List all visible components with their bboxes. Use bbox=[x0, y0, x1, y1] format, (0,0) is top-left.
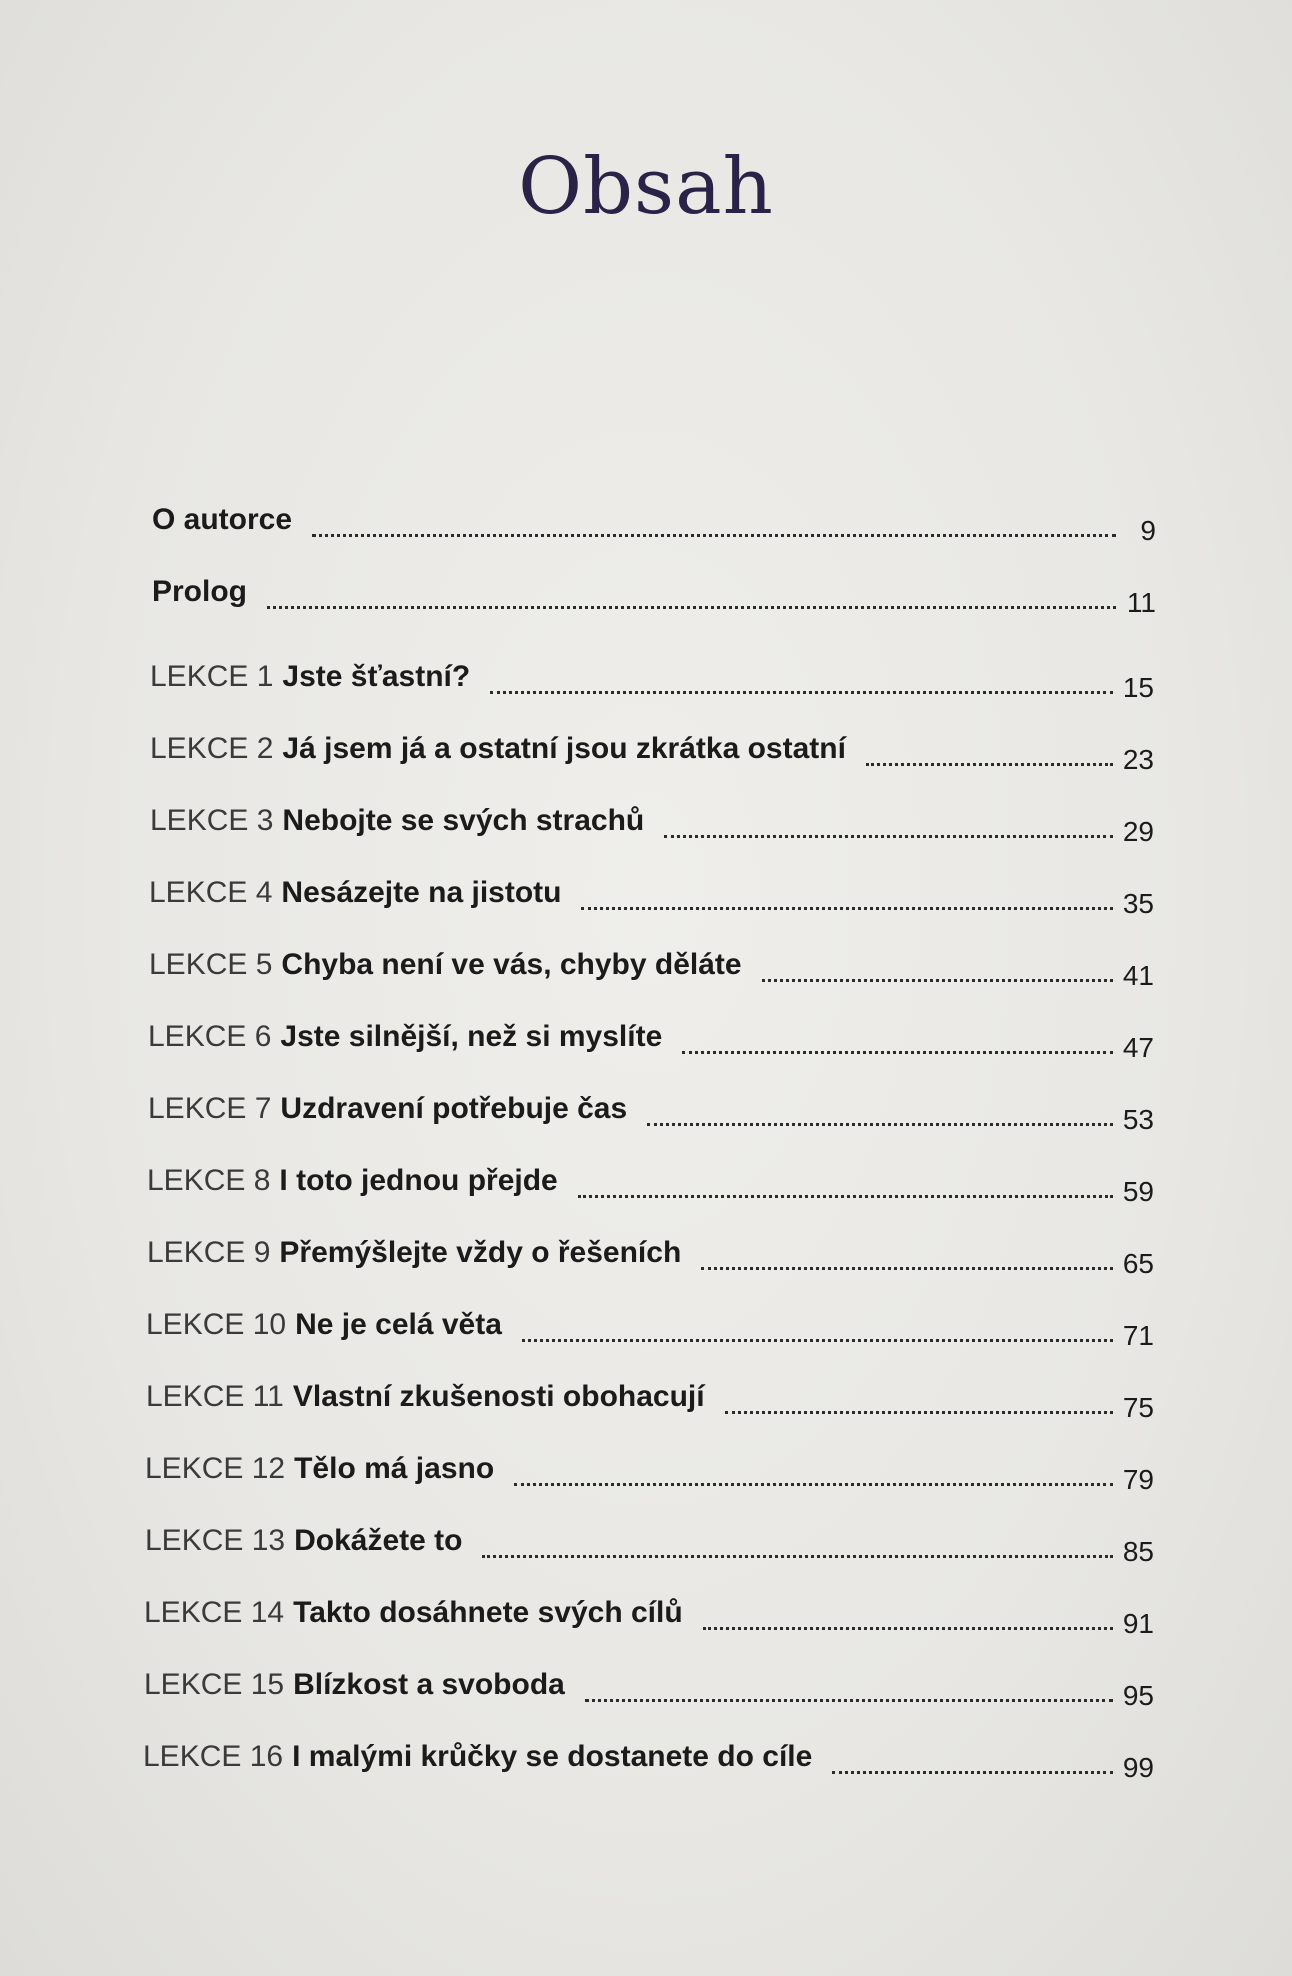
dot-leader bbox=[490, 691, 1113, 694]
toc-entry bbox=[148, 1084, 1154, 1134]
entry-heading: Blízkost a svoboda bbox=[293, 1668, 565, 1701]
page-number: 35 bbox=[1122, 888, 1154, 919]
entry-heading: I malými krůčky se dostanete do cíle bbox=[292, 1740, 813, 1773]
entry-heading: Nebojte se svých strachů bbox=[282, 804, 645, 837]
dot-leader bbox=[312, 534, 1116, 537]
entry-heading: O autorce bbox=[152, 503, 293, 536]
lesson-number: LEKCE 7 bbox=[148, 1092, 272, 1125]
entry-heading: Prolog bbox=[152, 575, 247, 608]
lesson-number: LEKCE 16 bbox=[143, 1740, 284, 1773]
entry-heading: Uzdravení potřebuje čas bbox=[280, 1092, 628, 1125]
lesson-number: LEKCE 12 bbox=[145, 1452, 286, 1485]
toc-entry bbox=[144, 1660, 1154, 1710]
toc-entry bbox=[152, 567, 1156, 617]
toc-entry bbox=[150, 652, 1154, 702]
lesson-number: LEKCE 1 bbox=[150, 660, 274, 693]
page-number: 71 bbox=[1122, 1320, 1154, 1351]
entry-heading: Vlastní zkušenosti obohacují bbox=[292, 1380, 705, 1413]
page-number: 11 bbox=[1126, 587, 1156, 618]
entry-heading: Tělo má jasno bbox=[294, 1452, 495, 1485]
dot-leader bbox=[701, 1267, 1113, 1270]
toc-entry bbox=[145, 1516, 1154, 1566]
entry-heading: Nesázejte na jistotu bbox=[281, 876, 562, 909]
toc-entry bbox=[147, 1156, 1154, 1206]
lesson-number: LEKCE 14 bbox=[144, 1596, 285, 1629]
page-number: 75 bbox=[1122, 1392, 1154, 1423]
dot-leader bbox=[647, 1123, 1113, 1126]
toc-entry bbox=[143, 1732, 1154, 1782]
page-number: 53 bbox=[1122, 1104, 1154, 1135]
dot-leader bbox=[762, 979, 1113, 982]
page-number: 59 bbox=[1122, 1176, 1154, 1207]
lesson-number: LEKCE 6 bbox=[148, 1020, 272, 1053]
entry-heading: Takto dosáhnete svých cílů bbox=[293, 1596, 683, 1629]
entry-heading: Přemýšlejte vždy o řešeních bbox=[279, 1236, 682, 1269]
lesson-number: LEKCE 10 bbox=[146, 1308, 287, 1341]
lesson-number: LEKCE 4 bbox=[149, 876, 273, 909]
dot-leader bbox=[578, 1195, 1113, 1198]
toc-entry bbox=[149, 940, 1154, 990]
lesson-number: LEKCE 13 bbox=[145, 1524, 286, 1557]
page-number: 41 bbox=[1122, 960, 1154, 991]
entry-heading: I toto jednou přejde bbox=[279, 1164, 558, 1197]
dot-leader bbox=[482, 1555, 1112, 1558]
page-number: 47 bbox=[1122, 1032, 1154, 1063]
entry-heading: Dokážete to bbox=[294, 1524, 463, 1557]
page-number: 23 bbox=[1122, 744, 1154, 775]
entry-heading: Ne je celá věta bbox=[295, 1308, 502, 1341]
dot-leader bbox=[522, 1339, 1113, 1342]
page-number: 65 bbox=[1122, 1248, 1154, 1279]
dot-leader bbox=[832, 1771, 1113, 1774]
lesson-number: LEKCE 3 bbox=[150, 804, 274, 837]
toc-entry bbox=[146, 1300, 1154, 1350]
page-number: 85 bbox=[1122, 1536, 1154, 1567]
toc-entry bbox=[152, 495, 1156, 545]
lesson-number: LEKCE 15 bbox=[144, 1668, 285, 1701]
toc-entry bbox=[150, 796, 1154, 846]
page-number: 79 bbox=[1122, 1464, 1154, 1495]
dot-leader bbox=[267, 606, 1116, 609]
toc-entry bbox=[145, 1444, 1154, 1494]
page-number: 29 bbox=[1122, 816, 1154, 847]
toc-entry bbox=[144, 1588, 1154, 1638]
lesson-number: LEKCE 2 bbox=[150, 732, 274, 765]
toc-entry bbox=[150, 724, 1154, 774]
page-number: 99 bbox=[1122, 1752, 1154, 1783]
toc-entry bbox=[147, 1228, 1154, 1278]
page-title: Obsah bbox=[518, 142, 774, 232]
dot-leader bbox=[866, 763, 1113, 766]
entry-heading: Já jsem já a ostatní jsou zkrátka ostatní bbox=[282, 732, 846, 765]
page-number: 95 bbox=[1122, 1680, 1154, 1711]
lesson-number: LEKCE 5 bbox=[149, 948, 273, 981]
entry-heading: Jste šťastní? bbox=[282, 660, 471, 693]
toc-entry bbox=[146, 1372, 1154, 1422]
lesson-number: LEKCE 11 bbox=[146, 1380, 284, 1413]
entry-heading: Jste silnější, než si myslíte bbox=[280, 1020, 663, 1053]
dot-leader bbox=[581, 907, 1112, 910]
dot-leader bbox=[682, 1051, 1113, 1054]
entry-heading: Chyba není ve vás, chyby děláte bbox=[281, 948, 742, 981]
dot-leader bbox=[725, 1411, 1113, 1414]
page-number: 91 bbox=[1122, 1608, 1154, 1639]
lesson-number: LEKCE 8 bbox=[147, 1164, 271, 1197]
dot-leader bbox=[664, 835, 1113, 838]
dot-leader bbox=[514, 1483, 1113, 1486]
dot-leader bbox=[585, 1699, 1113, 1702]
lesson-number: LEKCE 9 bbox=[147, 1236, 271, 1269]
page-number: 15 bbox=[1122, 672, 1154, 703]
page-number: 9 bbox=[1140, 515, 1156, 546]
toc-entry bbox=[149, 868, 1154, 918]
toc-entry bbox=[148, 1012, 1154, 1062]
dot-leader bbox=[703, 1627, 1113, 1630]
